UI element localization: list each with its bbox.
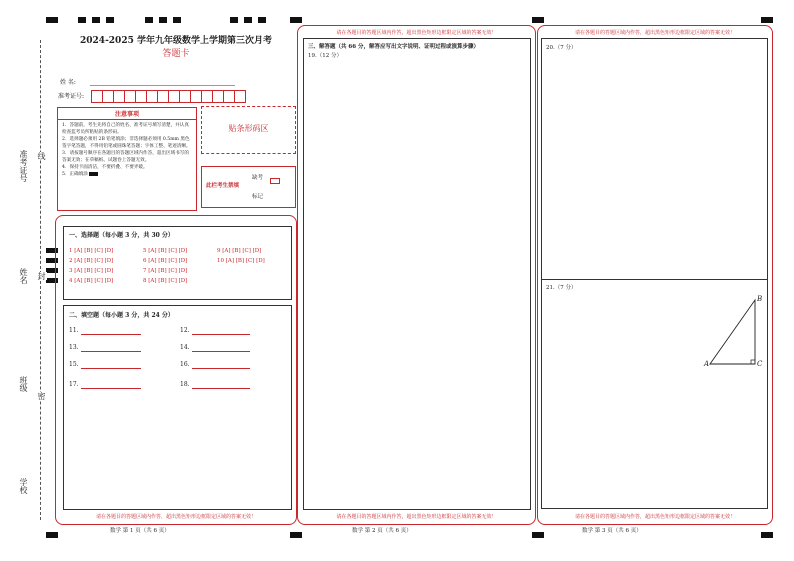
page2-footer: 数学 第 2 页（共 6 页） xyxy=(352,528,412,534)
side-label-class: 班级 xyxy=(19,376,28,392)
page-title: 2024-2025 学年九年级数学上学期第三次月考 xyxy=(80,36,272,46)
registration-mark xyxy=(290,532,302,538)
fill-num-11: 11. xyxy=(69,327,79,334)
mc-option-3[interactable]: 3 [A] [B] [C] [D] xyxy=(69,268,114,274)
notice-item: 4．保持卡面清洁，不要折叠、不要弄破。 xyxy=(62,165,148,170)
mc-option-2[interactable]: 2 [A] [B] [C] [D] xyxy=(69,258,114,264)
binding-line xyxy=(40,40,41,520)
fill-num-15: 15. xyxy=(69,361,79,368)
fill-answer-16[interactable] xyxy=(192,368,250,369)
mc-option-1[interactable]: 1 [A] [B] [C] [D] xyxy=(69,248,114,254)
notice-box xyxy=(57,107,197,211)
notice-item: 3．请按题号顺序在各题目的答题区域内作答，超出区域书写的答案无效；在草稿纸、试题卷上答题无效。 xyxy=(62,151,189,163)
absent-checkbox[interactable] xyxy=(270,178,280,184)
page3-warning-bottom: 请在各题目的答题区域内作答，超出黑色矩形边框限定区域的答案无效！ xyxy=(574,514,735,520)
page1-footer: 数学 第 1 页（共 6 页） xyxy=(110,528,170,534)
vertex-a-label: A xyxy=(704,360,710,368)
section1-title: 一、选择题（每小题 3 分，共 30 分） xyxy=(69,232,174,239)
vertex-b-label: B xyxy=(757,295,763,303)
fill-num-17: 17. xyxy=(69,381,79,388)
registration-mark xyxy=(532,532,544,538)
side-label-dense: 密 xyxy=(37,392,46,400)
mc-option-4[interactable]: 4 [A] [B] [C] [D] xyxy=(69,278,114,284)
fill-sample xyxy=(89,172,98,176)
mc-option-7[interactable]: 7 [A] [B] [C] [D] xyxy=(143,268,188,274)
fill-num-14: 14. xyxy=(180,344,190,351)
side-label-line: 线 xyxy=(37,152,46,160)
triangle-abc xyxy=(710,300,755,364)
side-label-name: 姓名 xyxy=(19,268,28,284)
registration-mark xyxy=(78,17,86,23)
section2-box xyxy=(63,305,292,510)
fill-num-18: 18. xyxy=(180,381,190,388)
notice-item: 5．正确填涂 xyxy=(62,172,88,177)
id-cell[interactable] xyxy=(234,90,246,103)
name-field[interactable] xyxy=(90,85,235,86)
mc-option-6[interactable]: 6 [A] [B] [C] [D] xyxy=(143,258,188,264)
registration-mark xyxy=(258,17,266,23)
fill-num-12: 12. xyxy=(180,327,190,334)
fill-answer-14[interactable] xyxy=(192,351,250,352)
mc-option-8[interactable]: 8 [A] [B] [C] [D] xyxy=(143,278,188,284)
q19-label: 19.（12 分） xyxy=(308,53,342,59)
registration-mark xyxy=(159,17,167,23)
absent-label: 此栏考生禁填 xyxy=(206,183,240,189)
vertex-c-label: C xyxy=(757,360,763,368)
side-label-id: 准考证号 xyxy=(19,150,28,182)
fill-answer-17[interactable] xyxy=(81,388,141,389)
notice-title: 注意事项 xyxy=(58,108,196,120)
registration-mark xyxy=(92,17,100,23)
registration-mark xyxy=(230,17,238,23)
registration-mark xyxy=(106,17,114,23)
absent-line2: 标记 xyxy=(252,194,264,200)
fill-answer-12[interactable] xyxy=(192,334,250,335)
mc-option-9[interactable]: 9 [A] [B] [C] [D] xyxy=(217,248,262,254)
section3-box xyxy=(303,38,531,510)
page3-warning-top: 请在各题目的答题区域内作答，超出黑色矩形边框限定区域的答案无效！ xyxy=(574,30,735,36)
registration-mark xyxy=(761,17,773,23)
fill-answer-18[interactable] xyxy=(192,388,250,389)
id-boxes[interactable] xyxy=(92,88,246,107)
page1-warning: 请在各题目的答题区域内作答，超出黑色矩形边框限定区域的答案无效！ xyxy=(95,514,256,520)
q20-label: 20.（7 分） xyxy=(546,45,577,51)
fill-num-13: 13. xyxy=(69,344,79,351)
name-label: 姓 名: xyxy=(60,79,76,86)
registration-mark xyxy=(761,532,773,538)
mc-option-10[interactable]: 10 [A] [B] [C] [D] xyxy=(217,258,265,264)
notice-item: 2．选择题必须用 2B 铅笔填涂；非选择题必须用 0.5mm 黑色签字笔答题，不得用铅笔或圆珠笔答题；字体工整、笔迹清晰。 xyxy=(62,137,191,149)
right-angle-mark xyxy=(751,360,755,364)
q20-box xyxy=(541,38,768,280)
page2-warning-top: 请在各题目的答题区域内作答，超出黑色矩形边框限定区域的答案无效！ xyxy=(336,30,497,36)
registration-mark xyxy=(145,17,153,23)
side-label-school: 学校 xyxy=(19,478,28,494)
registration-mark xyxy=(244,17,252,23)
id-label: 准考证号: xyxy=(58,93,85,100)
side-label-seal: 封 xyxy=(37,272,46,280)
registration-mark xyxy=(46,532,58,538)
barcode-area xyxy=(201,106,296,154)
registration-mark xyxy=(46,17,58,23)
registration-mark xyxy=(532,17,544,23)
absent-box xyxy=(201,166,296,208)
notice-item: 1．答题前，考生先将自己的姓名、准考证号填写清楚，并认真检查监考员所粘贴的条形码。 xyxy=(62,123,189,135)
page2-warning-bottom: 请在各题目的答题区域内作答，超出黑色矩形边框限定区域的答案无效！ xyxy=(336,514,497,520)
section3-title: 三、解答题（共 66 分，解答应写出文字说明、证明过程或演算步骤） xyxy=(308,44,479,50)
page-subtitle: 答题卡 xyxy=(162,49,190,59)
page3-footer: 数学 第 3 页（共 6 页） xyxy=(582,528,642,534)
q21-label: 21.（7 分） xyxy=(546,285,577,291)
fill-answer-13[interactable] xyxy=(81,351,141,352)
fill-answer-15[interactable] xyxy=(81,368,141,369)
absent-line1: 缺考 xyxy=(252,175,264,181)
barcode-label: 贴条形码区 xyxy=(228,124,269,133)
section2-title: 二、填空题（每小题 3 分，共 24 分） xyxy=(69,312,174,319)
fill-answer-11[interactable] xyxy=(81,334,141,335)
fill-num-16: 16. xyxy=(180,361,190,368)
registration-mark xyxy=(290,17,302,23)
mc-option-5[interactable]: 5 [A] [B] [C] [D] xyxy=(143,248,188,254)
registration-mark xyxy=(173,17,181,23)
